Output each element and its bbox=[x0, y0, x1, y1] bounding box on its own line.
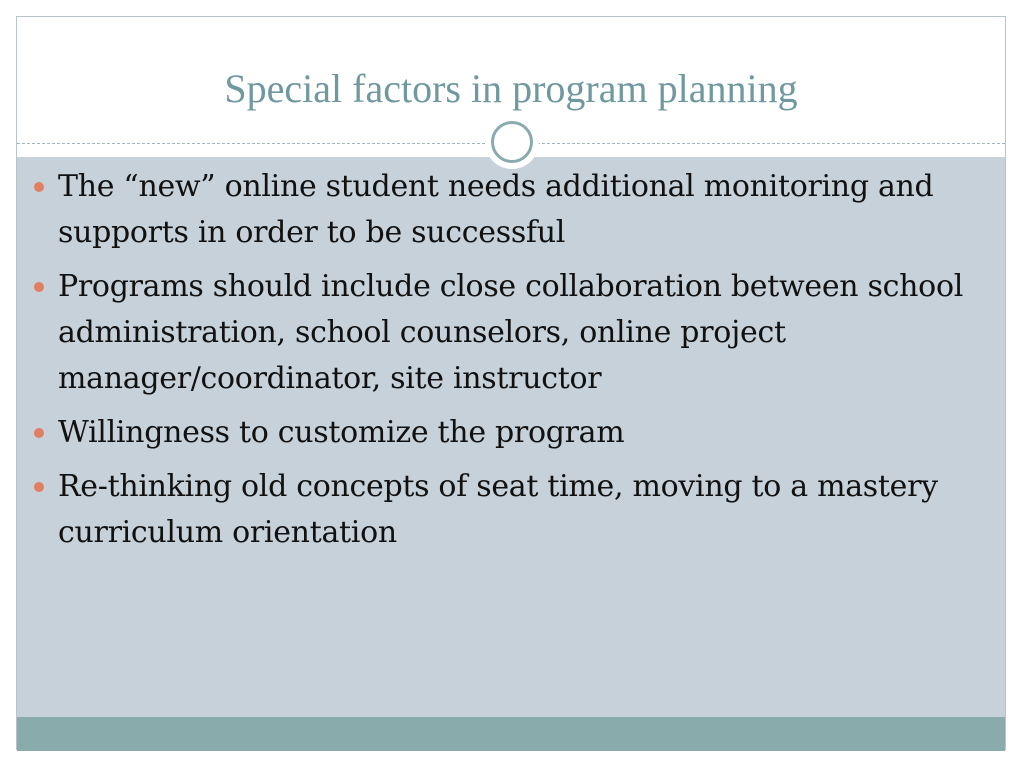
slide-title: Special factors in program planning bbox=[224, 66, 798, 111]
bullet-list bbox=[34, 164, 964, 564]
bullet-text: The “new” online student needs additional monitoring and supports in order to be successful bbox=[58, 169, 934, 250]
bullet-item bbox=[34, 464, 964, 556]
bullet-item bbox=[34, 164, 964, 256]
bullet-item bbox=[34, 410, 964, 456]
bullet-item bbox=[34, 264, 964, 402]
circle-ornament-icon bbox=[485, 115, 539, 169]
bullet-dot-icon bbox=[34, 282, 44, 292]
bullet-dot-icon bbox=[34, 482, 44, 492]
ring-icon bbox=[491, 121, 533, 163]
bullet-text: Re-thinking old concepts of seat time, moving to a mastery curriculum orientation bbox=[58, 469, 938, 550]
bullet-text: Willingness to customize the program bbox=[58, 415, 625, 450]
bullet-dot-icon bbox=[34, 428, 44, 438]
bullet-dot-icon bbox=[34, 182, 44, 192]
footer-bar bbox=[17, 717, 1005, 751]
bullet-text: Programs should include close collaboration between school administration, school counselors, online project manager/coordinator, site instructor bbox=[58, 269, 963, 396]
